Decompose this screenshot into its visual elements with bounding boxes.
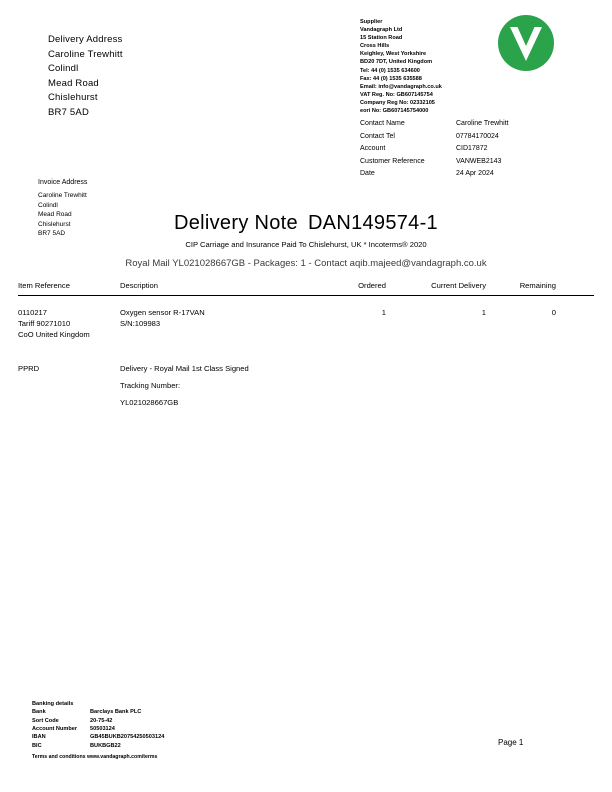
- document-number: DAN149574-1: [307, 212, 438, 234]
- banking-row: [32, 708, 352, 716]
- banking-row: [32, 742, 352, 750]
- supplier-line: BD20 7DT, United Kingdom: [360, 59, 433, 66]
- contact-value: Caroline Trewhitt: [456, 120, 509, 127]
- row-reference: [18, 364, 118, 375]
- contact-row: [360, 131, 560, 144]
- contact-row: [360, 143, 560, 156]
- contact-value: 24 Apr 2024: [456, 170, 494, 177]
- banking-value: GB45BUKB20754250503124: [90, 734, 165, 741]
- contact-label: Customer Reference: [360, 157, 425, 165]
- document-type-label: Delivery Note: [173, 212, 298, 234]
- row-current-delivery: 1: [481, 308, 486, 317]
- header-description: Description: [120, 281, 158, 290]
- banking-value: Barclays Bank PLC: [90, 709, 142, 716]
- row-tracking-label: Tracking Number:: [120, 380, 181, 390]
- banking-value: BUKBGB22: [90, 742, 121, 749]
- items-table-header: [18, 281, 594, 296]
- contact-value: VANWEB2143: [456, 157, 502, 165]
- row-description-main: Oxygen sensor R-17VAN: [120, 308, 205, 317]
- incoterms-line: CIP Carriage and Insurance Paid To Chislehurst, UK * Incoterms® 2020: [185, 240, 427, 249]
- contact-row: [360, 168, 560, 181]
- delivery-address-line: Colindl: [48, 63, 79, 74]
- row-reference-origin: CoO United Kingdom: [18, 329, 90, 339]
- invoice-address-line: Chislehurst: [38, 220, 71, 228]
- banking-details-title: Banking details: [32, 701, 74, 707]
- row-ordered: 1: [381, 308, 386, 317]
- row-reference-code: 0110217: [18, 308, 47, 317]
- logo-circle-v-icon: [497, 14, 555, 72]
- page-title: [0, 212, 612, 235]
- supplier-line: VAT Reg. No: GB607145754: [360, 91, 433, 98]
- banking-value: 20-75-42: [90, 717, 113, 724]
- banking-label: IBAN: [32, 734, 46, 741]
- supplier-line: 15 Station Road: [360, 35, 403, 42]
- table-row: [18, 308, 594, 344]
- supplier-line: Vandagraph Ltd: [360, 27, 403, 34]
- delivery-address-line: BR7 5AD: [48, 106, 90, 118]
- invoice-address-line: Colindl: [38, 201, 58, 209]
- invoice-address-line: BR7 5AD: [38, 230, 66, 238]
- delivery-address-line: Caroline Trewhitt: [48, 48, 123, 60]
- row-tracking-number: YL021028667GB: [120, 397, 179, 407]
- invoice-address-line: Caroline Trewhitt: [38, 192, 87, 199]
- banking-label: Account Number: [32, 726, 78, 732]
- invoice-address-line: Mead Road: [38, 211, 72, 219]
- table-row: [18, 364, 594, 407]
- contact-row: [360, 118, 560, 131]
- supplier-line: Fax: 44 (0) 1535 635588: [360, 75, 422, 82]
- items-table: [18, 281, 594, 407]
- supplier-line: Cross Hills: [360, 43, 390, 50]
- contact-value: CID17872: [456, 145, 488, 152]
- header-remaining: Remaining: [519, 281, 556, 290]
- contact-value: 07784170024: [456, 132, 499, 140]
- header-ordered: Ordered: [358, 281, 386, 290]
- delivery-address-block: [48, 33, 248, 120]
- contact-label: Contact Tel: [360, 132, 395, 140]
- banking-label: Bank: [32, 709, 46, 716]
- supplier-line: Company Reg No: 02332105: [360, 99, 435, 106]
- page-number: Page 1: [498, 738, 524, 747]
- banking-row: [32, 725, 352, 733]
- delivery-address-line: Chislehurst: [48, 92, 98, 103]
- banking-details-block: [32, 700, 352, 761]
- carrier-contact-line: Royal Mail YL021028667GB - Packages: 1 - Contact aqib.majeed@vandagraph.co.uk: [125, 258, 487, 269]
- delivery-address-heading: Delivery Address: [48, 34, 123, 45]
- row-reference-tariff: Tariff 90271010: [18, 318, 71, 328]
- banking-value: 50503124: [90, 726, 115, 732]
- terms-and-conditions-link[interactable]: Terms and conditions www.vandagraph.com/terms: [32, 753, 158, 760]
- contact-details-table: [360, 118, 560, 181]
- row-remaining: 0: [551, 308, 556, 317]
- contact-label: Date: [360, 170, 375, 177]
- vandagraph-logo: [497, 14, 555, 72]
- delivery-address-line: Mead Road: [48, 77, 99, 89]
- row-description-main: Delivery - Royal Mail 1st Class Signed: [120, 364, 249, 373]
- banking-row: [32, 717, 352, 725]
- header-current-delivery: Current Delivery: [431, 281, 486, 290]
- header-item-reference: Item Reference: [18, 281, 70, 290]
- contact-row: [360, 156, 560, 169]
- supplier-email: Email: info@vandagraph.co.uk: [360, 83, 442, 90]
- row-reference-code: PPRD: [18, 364, 40, 373]
- supplier-line: Tel: 44 (0) 1535 634600: [360, 67, 420, 74]
- supplier-line: eori No: GB607145754000: [360, 108, 429, 115]
- invoice-address-heading: Invoice Address: [38, 179, 88, 186]
- supplier-line: Keighley, West Yorkshire: [360, 51, 427, 58]
- row-description-serial: S/N:109983: [120, 318, 161, 328]
- banking-label: BIC: [32, 742, 42, 749]
- contact-label: Contact Name: [360, 120, 405, 127]
- banking-row: [32, 733, 352, 741]
- contact-label: Account: [360, 145, 386, 152]
- supplier-line: Supplier: [360, 19, 383, 25]
- row-description: [120, 364, 340, 408]
- row-description: [120, 308, 340, 330]
- row-reference: [18, 308, 118, 340]
- banking-label: Sort Code: [32, 717, 59, 724]
